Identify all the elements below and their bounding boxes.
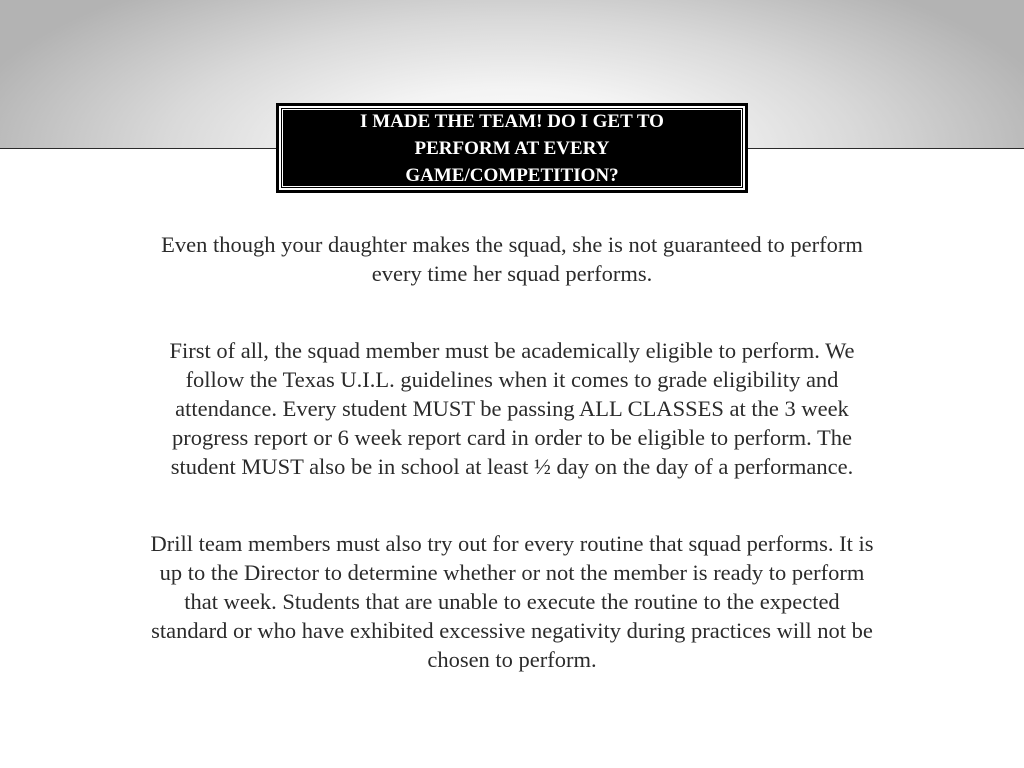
title-box xyxy=(277,104,747,192)
paragraph-tryouts: Drill team members must also try out for every routine that squad performs. It is up to the Director to determine whether or not the member is ready to perform that week. Students that are unable to execute the routine to the expected standard or who have exhibited excessive negativity during practices will not be chosen to perform. xyxy=(150,531,874,672)
slide-title: I MADE THE TEAM! DO I GET TO PERFORM AT EVERY GAME/COMPETITION? xyxy=(360,110,664,186)
slide-body xyxy=(56,230,968,722)
paragraph-eligibility: First of all, the squad member must be academically eligible to perform. We follow the Texas U.I.L. guidelines when it comes to grade eligibility and attendance. Every student MUST be passing ALL CLASSES at the 3 week progress report or 6 week report card in order to be eligible to perform. The student MUST also be in school at least ½ day on the day of a performance. xyxy=(169,338,855,479)
paragraph-guarantee: Even though your daughter makes the squad, she is not guaranteed to perform every time her squad performs. xyxy=(161,232,863,286)
